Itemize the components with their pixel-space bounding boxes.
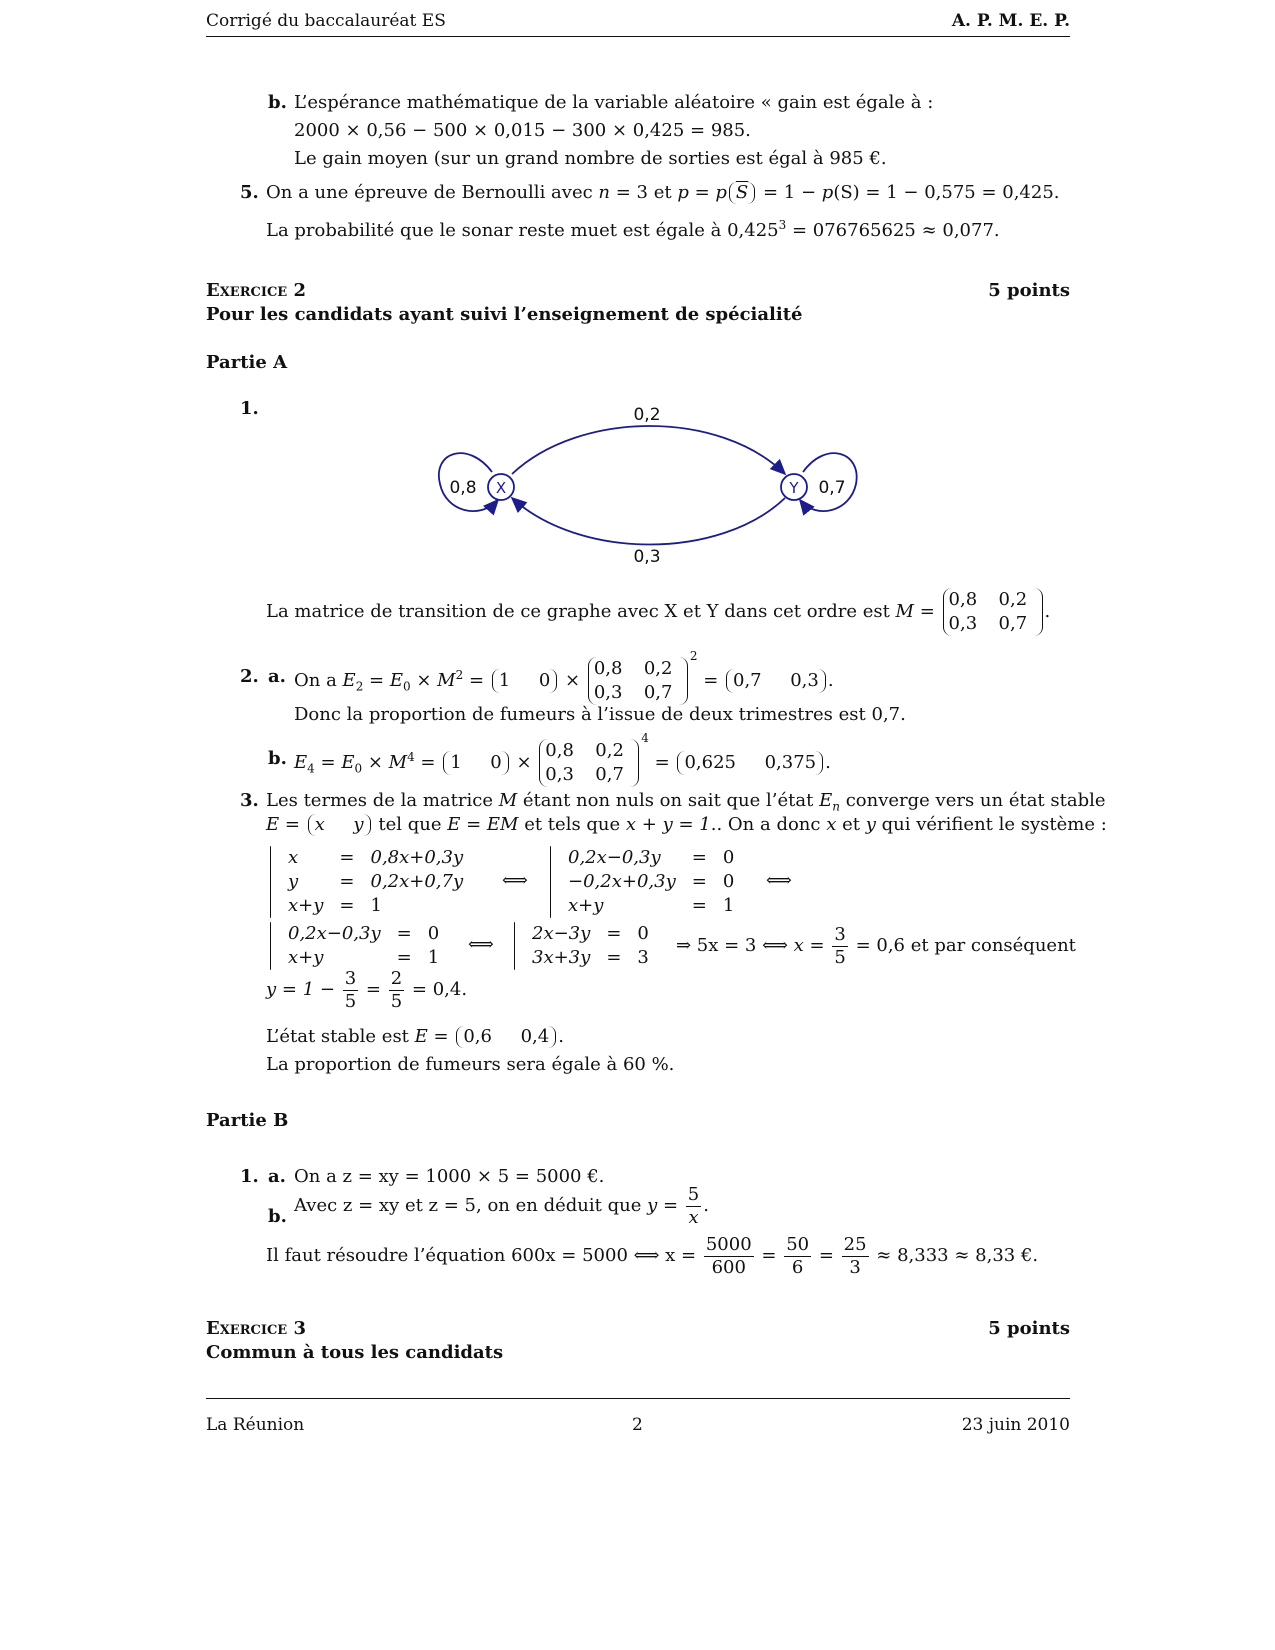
system1-brace [270, 846, 271, 918]
partB-solve-equation: Il faut résoudre l’équation 600x = 5000 ⟺ x = $\frac{5000}{600}$ = $\frac{50}{6}$ = $\frac{25}{3}$ ≈ 8,333 ≈ 8,33 €. [266, 1233, 1039, 1278]
matrix-M: 0,8 0,2 0,3 0,7 [943, 588, 1043, 636]
q2-number: 2. [240, 666, 259, 687]
exercise2-points: 5 points [988, 280, 1070, 301]
equiv-1: ⟺ [502, 870, 528, 891]
partB-q1a-label: a. [268, 1166, 286, 1187]
exercise3-points: 5 points [988, 1318, 1070, 1339]
system2-brace [550, 846, 551, 918]
edge-x-to-y [512, 426, 785, 474]
partB-q1b-text: Avec z = xy et z = 5, on en déduit que y = $\frac{5}{x}$ . [294, 1183, 709, 1228]
transition-graph [0, 0, 1275, 600]
q3-line1: Les termes de la matrice M étant non nuls on sait que l’état $E_n$ converge vers un état stable [266, 790, 1106, 814]
node-x-label: X [495, 479, 507, 497]
header-right: A. P. M. E. P. [951, 11, 1070, 31]
loop-x-label: 0,8 [449, 478, 477, 498]
system3-brace [270, 922, 271, 970]
partB-title: Partie B [206, 1110, 289, 1131]
transition-matrix-line: La matrice de transition de ce graphe avec X et Y dans cet ordre est M = 0,8 0,2 0,3 0,7 . [266, 589, 1051, 634]
solution-x: ⇒ 5x = 3 ⟺ x = $\frac{3}{5}$ = 0,6 et par conséquent [676, 923, 1076, 968]
smoker-proportion: La proportion de fumeurs sera égale à 60 %. [266, 1054, 675, 1075]
q4b-label: b. [268, 92, 287, 113]
q3-number: 3. [240, 790, 259, 811]
q2a-label: a. [268, 666, 286, 687]
q4b-line3: Le gain moyen (sur un grand nombre de sorties est égal à 985 €. [294, 148, 887, 169]
equiv-3: ⟺ [468, 934, 494, 955]
q2a-conclusion: Donc la proportion de fumeurs à l’issue de deux trimestres est 0,7. [294, 704, 906, 725]
footer-left: La Réunion [206, 1415, 305, 1435]
q2b-equation: $E_4 = E_0 \times M^4 = 1$ 0 × 0,8 0,2 0,3 0,7 $^4$ = 0,625 0,375 . [294, 731, 831, 785]
footer-page-number: 2 [632, 1415, 643, 1435]
partB-q1b-label: b. [268, 1206, 287, 1227]
system4-brace [514, 922, 515, 970]
q3-line2: E = x y tel que E = EM et tels que x + y = 1.. On a donc x et y qui vérifient le système : [266, 814, 1107, 835]
exercise3-title: Exercice 3 [206, 1318, 306, 1339]
q2a-equation: On a $E_2 = E_0 \times M^2 = 1$ 0 × 0,8 0,2 0,3 0,7 $^2$ = 0,7 0,3 . [294, 649, 834, 703]
system4: 2x−3y = 0 3x+3y = 3 [532, 923, 649, 968]
q5-line1: On a une épreuve de Bernoulli avec n = 3 et p = p $\overline{S} = 1 - p(S) = 1 - 0,575 = 0,425$. [266, 182, 1060, 203]
system2: 0,2x−0,3y = 0 −0,2x+0,3y = 0 x+y = 1 [568, 847, 735, 916]
q4b-line2: 2000 × 0,56 − 500 × 0,015 − 300 × 0,425 = 985. [294, 120, 751, 141]
header-left: Corrigé du baccalauréat ES [206, 11, 446, 31]
edge-top-label: 0,2 [633, 405, 661, 425]
edge-bottom-label: 0,3 [633, 547, 661, 567]
partA-title: Partie A [206, 352, 288, 373]
footer-rule [206, 1398, 1070, 1399]
equiv-2: ⟺ [766, 870, 792, 891]
system1: x = 0,8x+0,3y y = 0,2x+0,7y x+y = 1 [288, 847, 464, 916]
q5-number: 5. [240, 182, 259, 203]
system3: 0,2x−0,3y = 0 x+y = 1 [288, 923, 440, 968]
partB-q1-number: 1. [240, 1166, 259, 1187]
node-y-label: Y [789, 479, 799, 497]
stable-state: L’état stable est E = 0,6 0,4 . [266, 1026, 564, 1047]
exercise3-subtitle: Commun à tous les candidats [206, 1342, 504, 1363]
solution-y: y = 1 − $\frac{3}{5}$ = $\frac{2}{5}$ = 0,4. [266, 967, 468, 1012]
q2b-label: b. [268, 748, 287, 769]
exercise2-title: Exercice 2 [206, 280, 306, 301]
partB-q1a-text: On a z = xy = 1000 × 5 = 5000 €. [294, 1166, 605, 1187]
footer-right: 23 juin 2010 [961, 1415, 1070, 1435]
q5-line2: La probabilité que le sonar reste muet est égale à $0,425^3 = 076765625 \approx 0,077$. [266, 218, 1000, 241]
exercise2-subtitle: Pour les candidats ayant suivi l’enseignement de spécialité [206, 304, 803, 325]
loop-y-label: 0,7 [818, 478, 846, 498]
edge-y-to-x [512, 498, 785, 545]
q4b-line1: L’espérance mathématique de la variable aléatoire « gain est égale à : [294, 92, 934, 113]
partA-q1-number: 1. [240, 398, 259, 419]
